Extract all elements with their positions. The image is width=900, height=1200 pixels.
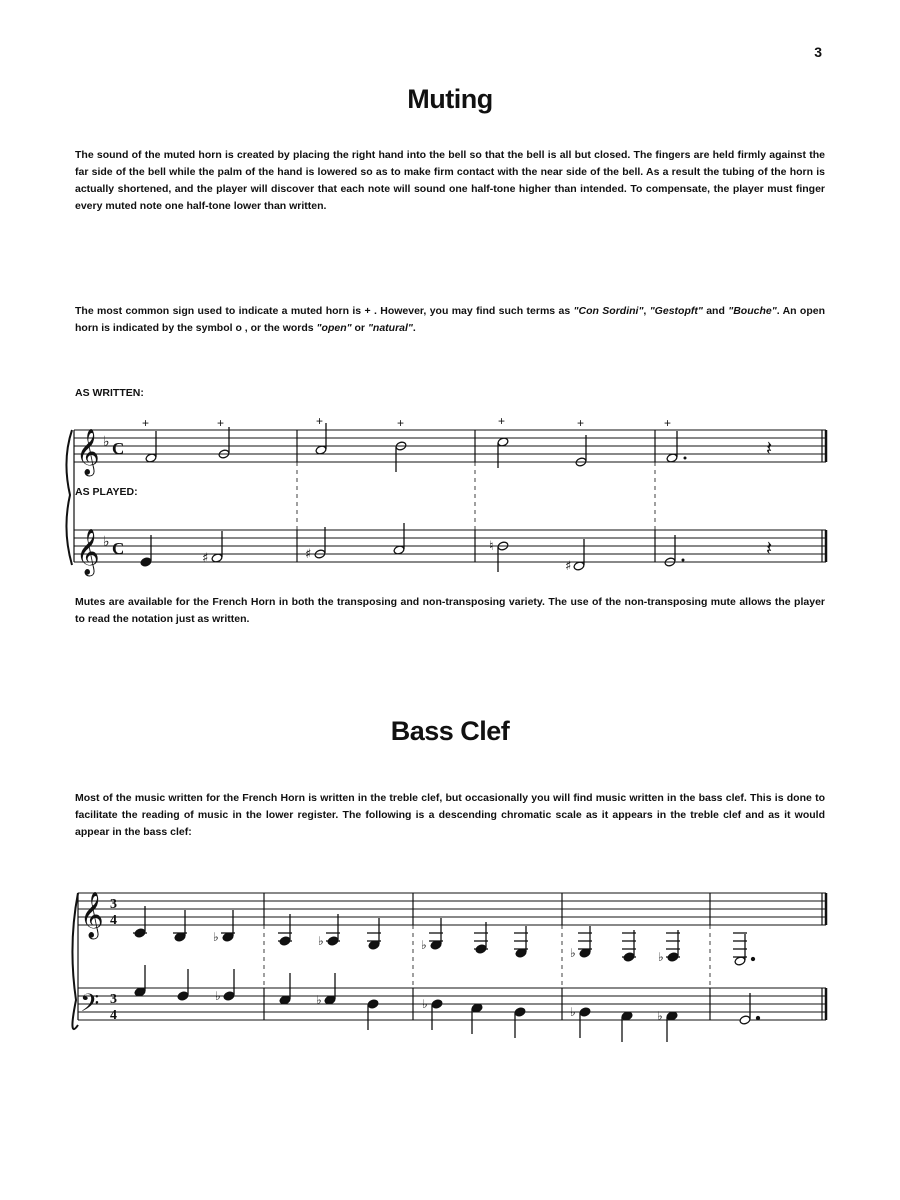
flat-key-written: ♭ (103, 434, 110, 450)
scale-b-2 (177, 991, 189, 1001)
flat-t-7: ♭ (421, 938, 427, 952)
scale-b-6 (367, 999, 379, 1009)
scale-b-3 (223, 991, 235, 1001)
term-gestopft: "Gestopft" (649, 305, 703, 317)
muting-system (66, 430, 826, 565)
flat-key-played: ♭ (103, 534, 110, 550)
note-played-1 (140, 557, 152, 567)
staff-scale-bass (78, 988, 826, 1020)
time-bottom-bass: 4 (110, 1008, 117, 1023)
rest-written: 𝄽 (766, 436, 773, 460)
common-time-played: C (112, 539, 125, 558)
plus-3: + (316, 414, 324, 428)
muting-barlines (74, 430, 826, 562)
staff-scale-treble (78, 893, 826, 925)
flat-t-12: ♭ (658, 950, 664, 964)
scale-b-9 (514, 1007, 526, 1017)
plus-1: + (142, 416, 150, 430)
treble-clef-played: 𝄞 (76, 529, 100, 575)
muting-paragraph-3: Mutes are available for the French Horn in both the transposing and non-transposing variety. The use of the non-transposing mute allows the player to read the notation just as written. (75, 596, 825, 625)
term-con-sordini: "Con Sordini" (573, 305, 644, 317)
plus-5: + (498, 414, 506, 428)
rest-played: 𝄽 (766, 536, 773, 560)
scale-barlines (78, 893, 826, 1020)
sharp-played-2: ♯ (202, 551, 209, 566)
muting-paragraph-1: The sound of the muted horn is created by placing the right hand into the bell so that the bell is all but closed. The fingers are held firmly against the far side of the bell while the palm of the hand is lowered so as to make firm contact with the near side of the bell. As a result the tubing of the horn is actually shortened, and the player will discover that each note will sound one half-tone higher than intended. To compensate, the player must finger every muted note one half-tone lower than written. (75, 149, 825, 212)
written-notes (142, 414, 687, 472)
plus-4: + (397, 416, 405, 430)
staff-as-written (74, 430, 826, 462)
flat-b-12: ♭ (657, 1009, 663, 1023)
scale-b-7 (431, 999, 443, 1009)
scale-dashed-connectors (264, 925, 710, 988)
staff-as-played (74, 530, 826, 562)
term-natural: "natural" (367, 322, 413, 334)
muting-paragraph-2: The most common sign used to indicate a muted horn is + . However, you may find such terms as "Con Sordini", "Gestopft" and "Bouche". An open horn is indicated by the symbol o , or the words "open" or "natural". (75, 305, 825, 334)
treble-clef-written: 𝄞 (76, 429, 100, 475)
plus-6: + (577, 416, 585, 430)
plus-7: + (664, 416, 672, 430)
muting-title: Muting (407, 84, 493, 114)
time-top-bass: 3 (110, 992, 117, 1007)
plus-2: + (217, 416, 225, 430)
sharp-played-6: ♯ (565, 559, 572, 574)
label-as-written: AS WRITTEN: (75, 387, 144, 399)
common-time-written: C (112, 439, 125, 458)
sharp-played-3: ♯ (305, 547, 312, 562)
flat-b-10: ♭ (570, 1005, 576, 1019)
time-top-treble: 3 (110, 897, 117, 912)
bass-clef-title: Bass Clef (390, 716, 510, 746)
term-open: "open" (316, 322, 352, 334)
flat-t-3: ♭ (213, 930, 219, 944)
treble-clef-scale: 𝄞 (80, 892, 104, 938)
flat-t-10: ♭ (570, 946, 576, 960)
page-number: 3 (814, 44, 822, 60)
bass-clef-paragraph: Most of the music written for the French Horn is written in the treble clef, but occasionally you will find music written in the bass clef. This is done to facilitate the reading of music in the lower register. The following is a descending chromatic scale as it appears in the treble clef and as it would appear in the bass clef: (75, 792, 825, 838)
flat-b-5: ♭ (316, 993, 322, 1007)
label-as-played: AS PLAYED: (75, 486, 138, 498)
flat-b-3: ♭ (215, 989, 221, 1003)
flat-t-5: ♭ (318, 934, 324, 948)
time-bottom-treble: 4 (110, 913, 117, 928)
bass-clef-scale: 𝄢 (80, 989, 100, 1024)
scale-b-13 (739, 1015, 751, 1025)
term-bouche: "Bouche" (728, 305, 777, 317)
scale-brace (72, 893, 78, 1029)
muting-brace (66, 430, 72, 565)
natural-played-5: ♮ (489, 539, 494, 554)
flat-b-7: ♭ (422, 997, 428, 1011)
muting-dashed-connectors (297, 462, 655, 530)
scale-b-10 (579, 1007, 591, 1017)
